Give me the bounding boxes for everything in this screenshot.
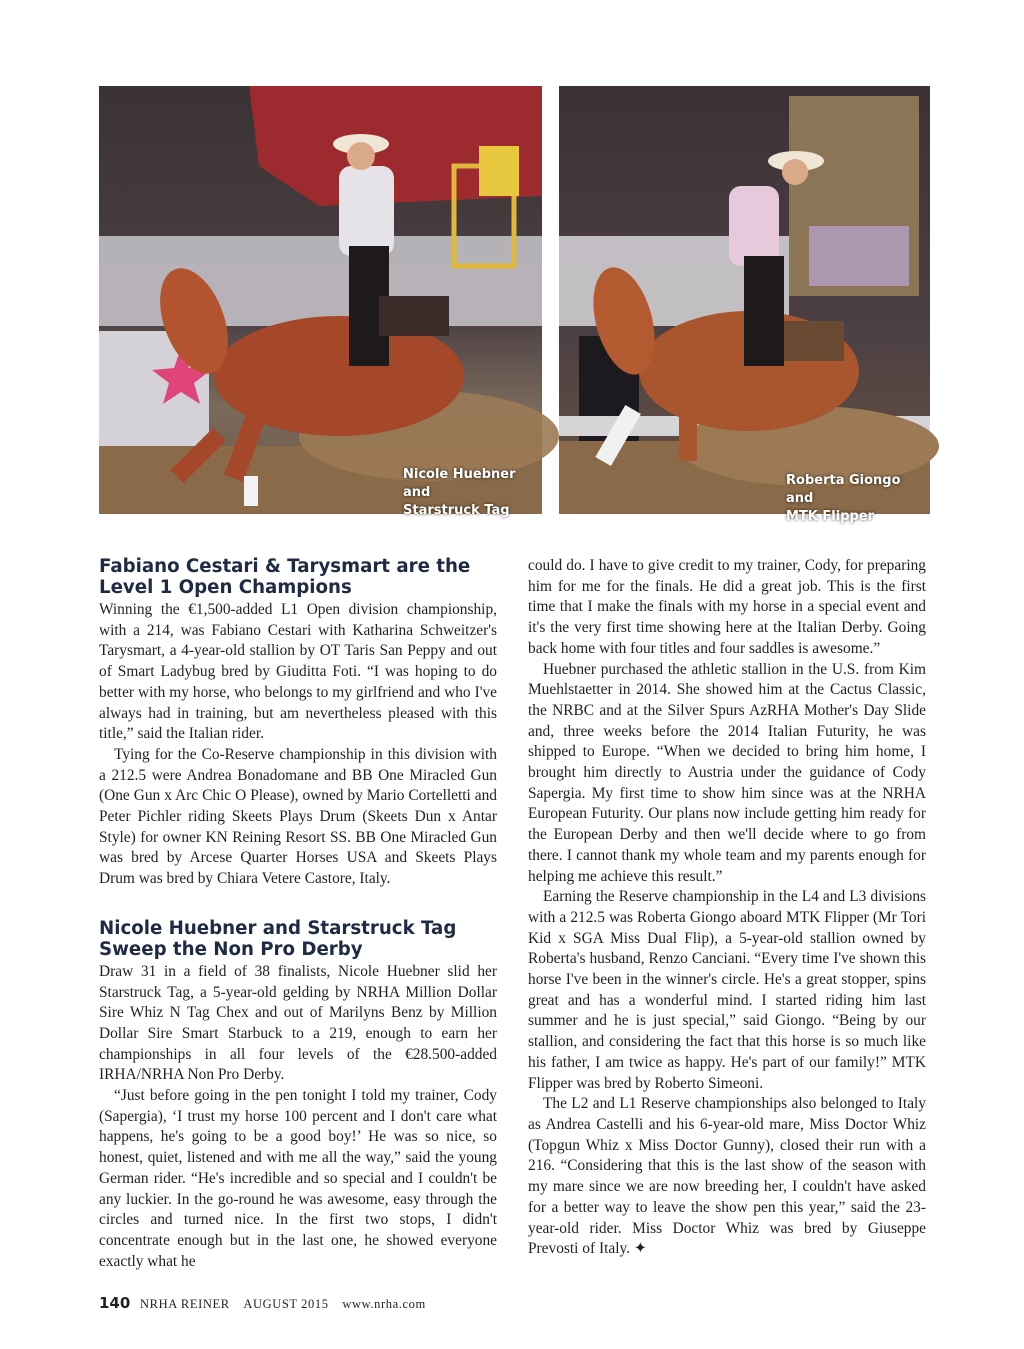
- publication-name: NRHA REINER: [140, 1297, 230, 1311]
- paragraph: Earning the Reserve championship in the L4 and L3 divisions with a 212.5 was Roberta Giongo aboard MTK Flipper (Mr Tori Kid x SGA Miss Dual Flip), a 5-year-old stallion owned by Roberta's husband, Renzo Canciani. “Every time I've shown this horse I've been in the winner's circle. He's a great stopper, spins great and has a wonderful mind. I started riding him last summer and he is just special,” said Giongo. “Being by our stallion, and considering the fact that this horse is so much like his father, I am twice as happy. He's part of our family!” MTK Flipper was bred by Roberto Simeoni.: [528, 888, 926, 1092]
- reining-horse-photo-left: [99, 86, 542, 514]
- photo-caption-left: Nicole Huebner and Starstruck Tag: [403, 467, 516, 518]
- reining-horse-photo-right: [559, 86, 930, 514]
- paragraph: Winning the €1,500-added L1 Open division championship, with a 214, was Fabiano Cestari with Katharina Schweitzer's Tarysmart, a 4-year-old stallion by OT Taris San Peppy and out of Smart Ladybug bred by Giuditta Foti. “I was hoping to do better with my horse, who belongs to my girlfriend and who I've always had in training, but am nevertheless pleased with this title,” said the Italian rider.: [99, 601, 497, 743]
- photo-roberta-giongo: [559, 86, 930, 524]
- photo-nicole-huebner: [99, 86, 542, 518]
- photo-caption-right: Roberta Giongo and MTK Flipper: [786, 473, 901, 524]
- website-link[interactable]: www.nrha.com: [342, 1297, 426, 1311]
- paragraph: Draw 31 in a field of 38 finalists, Nicole Huebner slid her Starstruck Tag, a 5-year-old gelding by NRHA Million Dollar Sire Whiz N Tag Chex and out of Marilyns Benz by Million Dollar Sire Smart Starbuck to a 219, enough to earn her championships in all four levels of the €28.500-added IRHA/NRHA Non Pro Derby.: [99, 962, 497, 1084]
- page-number: 140: [99, 1294, 131, 1312]
- article-column-right: [528, 556, 926, 1260]
- section-heading-non-pro-derby: Nicole Huebner and Starstruck Tag Sweep the Non Pro Derby: [99, 917, 457, 960]
- page-footer: [99, 1294, 426, 1312]
- paragraph: Huebner purchased the athletic stallion in the U.S. from Kim Muehlstaetter in 2014. She showed him at the Cactus Classic, the NRBC and at the Silver Spurs AzRHA Mother's Day Slide and, three weeks before the 2014 Italian Futurity, he was shipped to Europe. “When we decided to bring him home, I brought him directly to Austria under the guidance of Cody Sapergia. My first time to show him since was at the NRHA European Futurity. Our plans now include getting him ready for the European Derby and then we'll decide where to go from there. I cannot thank my whole team and my parents enough for helping me achieve this result.”: [528, 660, 926, 885]
- article-column-left: [99, 556, 497, 1272]
- paragraph: The L2 and L1 Reserve championships also belonged to Italy as Andrea Castelli and his 6-year-old mare, Miss Doctor Whiz (Topgun Whiz x Miss Doctor Gunny), closed their run with a 216. “Considering that this is the last show of the season with my mare since we are now breeding her, I couldn't have asked for a better way to leave the show pen this year,” said the 23-year-old rider. Miss Doctor Whiz was bred by Giuseppe Prevosti of Italy. ✦: [528, 1095, 926, 1258]
- paragraph: “Just before going in the pen tonight I told my trainer, Cody (Sapergia), ‘I trust my horse 100 percent and I don't care what happens, he's going to be a good boy!’ He was so nice, so honest, quiet, listened and with me all the way,” said the young German rider. “He's incredible and so special and I couldn't be any luckier. In the go-round he was awesome, easy through the circles and turned nice. In the first two stops, I didn't concentrate enough but in the last one, he showed everyone exactly what he: [99, 1087, 497, 1270]
- paragraph: Tying for the Co-Reserve championship in this division with a 212.5 were Andrea Bonadomane and BB One Miracled Gun (One Gun x Arc Chic O Please), owned by Mario Cortelletti and Peter Pichler riding Skeets Plays Drum (Skeets Dun x Antar Style) for owner KN Reining Resort SS. BB One Miracled Gun was bred by Arcese Quarter Horses USA and Skeets Plays Drum was bred by Chiara Vetere Castore, Italy.: [99, 745, 497, 888]
- issue-date: AUGUST 2015: [243, 1297, 329, 1311]
- section-heading-level1-open: Fabiano Cestari & Tarysmart are the Level 1 Open Champions: [99, 556, 471, 598]
- paragraph: could do. I have to give credit to my trainer, Cody, for preparing him for me for the finals. He did a great job. This is the first time that I make the finals with my horse in a special event and it's the very first time showing here at the Italian Derby. Going back home with four titles and four saddles is awesome.”: [528, 557, 926, 657]
